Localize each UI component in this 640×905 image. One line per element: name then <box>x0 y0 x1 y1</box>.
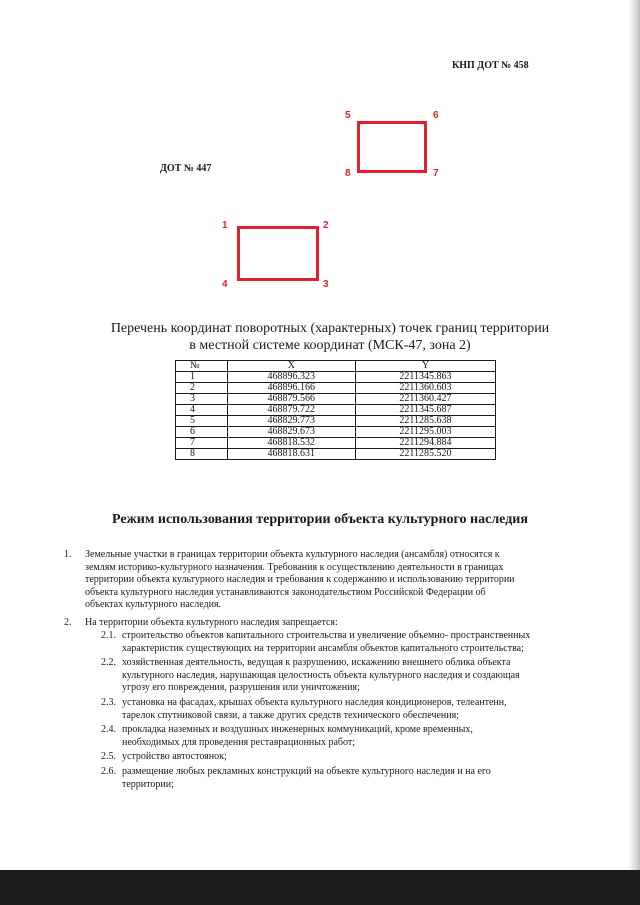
item-1-number: 1. <box>64 549 72 560</box>
point-label-5: 5 <box>345 110 351 121</box>
point-label-8: 8 <box>345 168 351 179</box>
coordinate-list-title-line2: в местной системе координат (МСК-47, зона 2) <box>189 338 471 353</box>
row-y: 2211295.003 <box>355 427 495 438</box>
subitem-line: установка на фасадах, крышах объекта культурного наследия кондиционеров, телеантенн, <box>122 697 507 708</box>
point-label-7: 7 <box>433 168 439 179</box>
scan-bottom-band <box>0 870 640 905</box>
row-y: 2211285.638 <box>355 416 495 427</box>
subitem-2-2-text <box>122 657 610 695</box>
row-x: 468829.673 <box>227 427 355 438</box>
column-header-x: X <box>227 361 355 372</box>
subitem-2-4-number: 2.4. <box>101 724 116 735</box>
point-label-6: 6 <box>433 110 439 121</box>
regime-section-title: Режим использования территории объекта культурного наследия <box>112 512 528 527</box>
subitem-2-4-text <box>122 724 610 749</box>
item-1-line: объектах культурного наследия. <box>85 599 222 610</box>
row-y: 2211360.427 <box>355 394 495 405</box>
row-number: 3 <box>176 394 228 405</box>
table-row <box>176 416 496 427</box>
subitem-line: размещение любых рекламных конструкций на объекте культурного наследия и на его <box>122 766 491 777</box>
row-y: 2211345.687 <box>355 405 495 416</box>
row-x: 468879.722 <box>227 405 355 416</box>
row-number: 6 <box>176 427 228 438</box>
row-number: 7 <box>176 438 228 449</box>
table-row <box>176 449 496 460</box>
subitem-line: территории; <box>122 778 174 790</box>
row-y: 2211285.520 <box>355 449 495 460</box>
subitem-2-3-text <box>122 697 610 722</box>
subitem-2-5-text <box>122 751 610 764</box>
row-y: 2211360.603 <box>355 383 495 394</box>
subitem-2-1-text <box>122 630 610 655</box>
boundary-rect-dot-447 <box>237 226 319 281</box>
subitem-2-5-number: 2.5. <box>101 751 116 762</box>
coordinate-list-title-line1: Перечень координат поворотных (характерных) точек границ территории <box>110 321 550 336</box>
scan-right-edge-shadow <box>628 0 640 870</box>
table-header-row <box>176 361 496 372</box>
point-label-4: 4 <box>222 279 228 290</box>
row-x: 468879.566 <box>227 394 355 405</box>
subitem-2-3-number: 2.3. <box>101 697 116 708</box>
column-header-number: № <box>176 361 228 372</box>
point-label-3: 3 <box>323 279 329 290</box>
subitem-2-6-text <box>122 766 610 791</box>
point-label-1: 1 <box>222 220 228 231</box>
item-1-line: землям историко-культурного назначения. Требования к осуществлению деятельности в границах <box>85 561 504 573</box>
coordinate-table <box>175 360 496 460</box>
table-row <box>176 372 496 383</box>
subitem-line: характеристик существующих на территории ансамбля объектов капитального строительства; <box>122 642 524 654</box>
item-2-number: 2. <box>64 617 72 628</box>
table-row <box>176 427 496 438</box>
subitem-line: хозяйственная деятельность, ведущая к разрушению, искажению внешнего облика объекта <box>122 657 511 668</box>
knp-dot-label: КНП ДОТ № 458 <box>452 60 529 71</box>
subitem-line: угрозу его повреждения, разрушения или уничтожения; <box>122 682 360 693</box>
subitem-2-6-number: 2.6. <box>101 766 116 777</box>
row-y: 2211345.863 <box>355 372 495 383</box>
subitem-2-1-number: 2.1. <box>101 630 116 641</box>
boundary-rect-dot-458 <box>357 121 427 173</box>
column-header-y: Y <box>355 361 495 372</box>
row-x: 468818.631 <box>227 449 355 460</box>
item-1-line: территории объекта культурного наследия и требования к содержанию и использованию территории <box>85 574 515 585</box>
row-x: 468829.773 <box>227 416 355 427</box>
subitem-2-2-number: 2.2. <box>101 657 116 668</box>
item-1-text <box>85 549 610 612</box>
row-number: 8 <box>176 449 228 460</box>
subitem-line: строительство объектов капитального строительства и увеличение объемно- пространственных <box>122 630 531 641</box>
item-1-line: Земельные участки в границах территории объекта культурного наследия (ансамбля) относятся к <box>85 549 500 560</box>
row-number: 5 <box>176 416 228 427</box>
coordinate-list-title <box>80 320 580 354</box>
point-label-2: 2 <box>323 220 329 231</box>
subitem-line: необходимых для проведения реставрационных работ; <box>122 736 356 748</box>
table-row <box>176 438 496 449</box>
subitem-line: культурного наследия, нарушающая целостность объекта культурного наследия и создающая <box>122 669 520 681</box>
row-x: 468818.532 <box>227 438 355 449</box>
item-2-text: На территории объекта культурного наследия запрещается: <box>85 617 338 628</box>
row-y: 2211294.884 <box>355 438 495 449</box>
subitem-line: устройство автостоянок; <box>122 751 227 762</box>
item-1-line: объекта культурного наследия устанавливаются законодательством Российской Федерации об <box>85 586 486 598</box>
row-number: 1 <box>176 372 228 383</box>
row-number: 4 <box>176 405 228 416</box>
dot-447-label: ДОТ № 447 <box>160 163 212 174</box>
table-row <box>176 383 496 394</box>
table-row <box>176 405 496 416</box>
subitem-line: тарелок спутниковой связи, а также других средств технического обеспечения; <box>122 709 459 721</box>
subitem-line: прокладка наземных и воздушных инженерных коммуникаций, кроме временных, <box>122 724 473 735</box>
row-x: 468896.323 <box>227 372 355 383</box>
table-row <box>176 394 496 405</box>
row-x: 468896.166 <box>227 383 355 394</box>
row-number: 2 <box>176 383 228 394</box>
